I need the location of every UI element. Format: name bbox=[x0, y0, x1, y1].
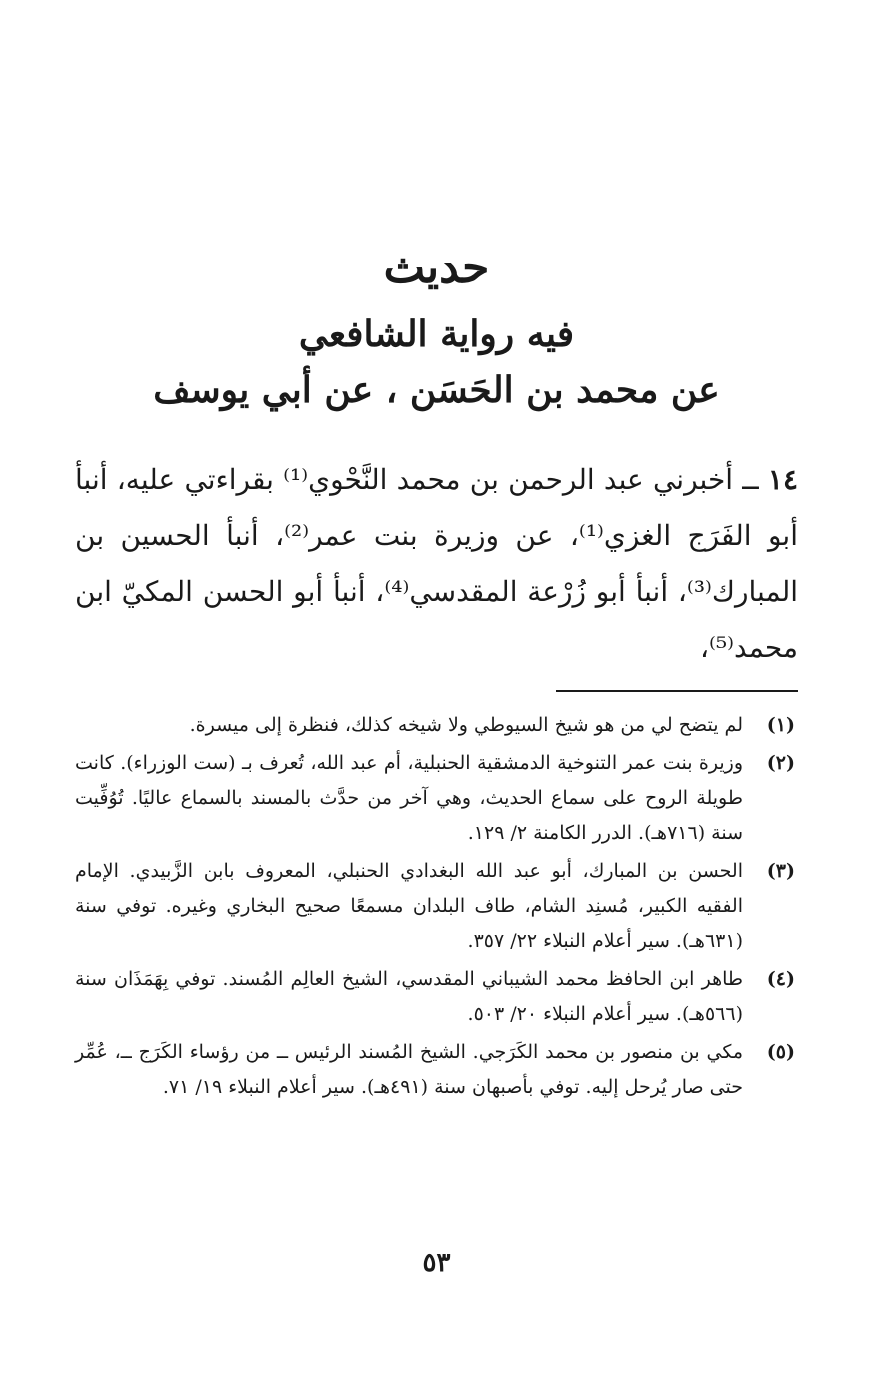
footnote bbox=[75, 708, 795, 743]
hadith-body: أخبرني عبد الرحمن بن محمد النَّحْوي⁽¹⁾ بقراءتي عليه، أنبأ أبو الفَرَج الغزي⁽¹⁾، عن وزيرة بنت عمر⁽²⁾، أنبأ الحسين بن المبارك⁽³⁾، أنبأ أبو زُرْعة المقدسي⁽⁴⁾، أنبأ أبو الحسن المكيّ ابن محمد⁽⁵⁾، bbox=[75, 463, 799, 664]
footnote bbox=[75, 1035, 795, 1105]
hadith-text bbox=[75, 452, 798, 676]
footnote-text: وزيرة بنت عمر التنوخية الدمشقية الحنبلية، أم عبد الله، تُعرف بـ (ست الوزراء). كانت طويلة الروح على سماع الحديث، وهي آخر من حدَّث بالمسند بالسماع عاليًا. تُوُفِّيت سنة (٧١٦هـ). الدرر الكامنة ٢/ ١٢٩. bbox=[75, 752, 743, 844]
footnote bbox=[75, 746, 795, 851]
footnote-text: الحسن بن المبارك، أبو عبد الله البغدادي الحنبلي، المعروف بابن الزَّبيدي. الإمام الفقيه الكبير، مُسنِد الشام، طاف البلدان مسمعًا صحيح البخاري وغيره. توفي سنة (٦٣١هـ). سير أعلام النبلاء ٢٢/ ٣٥٧. bbox=[75, 860, 743, 952]
footnote-number: (٢) bbox=[766, 752, 795, 774]
footnote-text: لم يتضح لي من هو شيخ السيوطي ولا شيخه كذلك، فنظرة إلى ميسرة. bbox=[189, 714, 743, 736]
page-number: ٥٣ bbox=[422, 1248, 451, 1278]
footnote bbox=[75, 962, 795, 1032]
footnote-separator bbox=[556, 690, 798, 692]
hadith-number: ١٤ bbox=[767, 463, 798, 496]
hadith-dash: ــ bbox=[742, 463, 759, 496]
footnote-number: (٥) bbox=[766, 1041, 795, 1063]
footnote-text: طاهر ابن الحافظ محمد الشيباني المقدسي، الشيخ العالِم المُسند. توفي بِهَمَذَان سنة (٥٦٦هـ). سير أعلام النبلاء ٢٠/ ٥٠٣. bbox=[75, 968, 743, 1025]
footnote-number: (٣) bbox=[766, 860, 795, 882]
chapter-subtitle-line1: فيه رواية الشافعي bbox=[298, 313, 575, 355]
footnote bbox=[75, 854, 795, 959]
chapter-subtitle-line2: عن محمد بن الحَسَن ، عن أبي يوسف bbox=[153, 369, 720, 411]
chapter-title: حديث bbox=[383, 242, 490, 293]
footnote-number: (١) bbox=[766, 714, 795, 736]
footnote-text: مكي بن منصور بن محمد الكَرَجي. الشيخ المُسند الرئيس ــ من رؤساء الكَرَج ــ، عُمِّر حتى صار يُرحل إليه. توفي بأصبهان سنة (٤٩١هـ). سير أعلام النبلاء ١٩/ ٧١. bbox=[75, 1041, 743, 1098]
footnotes bbox=[75, 708, 795, 1108]
footnote-number: (٤) bbox=[766, 968, 795, 990]
